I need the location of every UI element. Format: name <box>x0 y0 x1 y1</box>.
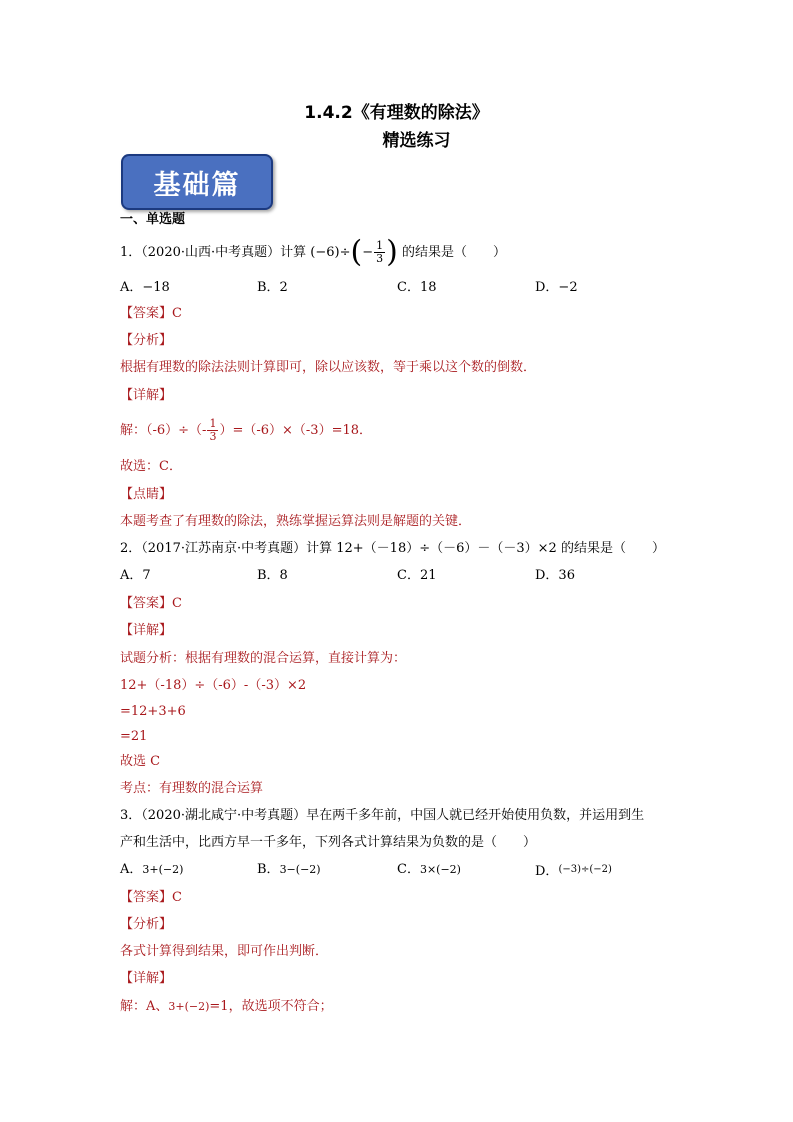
question-2-detail-line-5: 故选 C <box>120 754 161 769</box>
section-banner: 基础篇 <box>121 154 273 210</box>
question-2-option-a: A．7 <box>120 568 151 583</box>
left-paren: ( <box>350 234 363 270</box>
question-1-comment: 本题考查了有理数的除法，熟练掌握运算法则是解题的关键． <box>120 514 472 529</box>
question-3-detail-label: 【详解】 <box>120 971 173 986</box>
question-1-option-d: D．−2 <box>535 280 578 295</box>
question-1-answer: 【答案】C <box>120 306 182 321</box>
question-2-detail-line-1: 试题分析：根据有理数的混合运算，直接计算为： <box>120 651 407 666</box>
question-2-stem: 2．（2017·江苏南京·中考真题）计算 12+（－18）÷（－6）－（－3）×2 的结果是（ ） <box>120 541 665 556</box>
question-3-option-d: D．$^{(-3)\div(-2)}$ <box>535 864 612 879</box>
right-paren: ) <box>386 234 398 270</box>
question-1-option-b: B．2 <box>257 280 288 295</box>
question-1-chosen: 故选：C． <box>120 459 182 474</box>
question-3-stem-line-1: 3．（2020·湖北咸宁·中考真题）早在两千多年前，中国人就已经开始使用负数，并运用到生 <box>120 808 645 823</box>
question-2-detail-line-3: =12+3+6 <box>120 704 186 719</box>
question-3-detail: 解：A、3+(−2)=1，故选项不符合； <box>120 999 333 1014</box>
question-1-detail: 解：（-6）÷（- $\frac{1}{3}$ ）=（-6）×（-3）=18． <box>120 417 373 443</box>
question-3-option-c: C．3×(−2) <box>397 862 461 877</box>
question-2-option-d: D．36 <box>535 568 575 583</box>
question-1-option-c: C．18 <box>397 280 437 295</box>
question-3-option-b: B．3−(−2) <box>257 862 321 877</box>
question-2-answer: 【答案】C <box>120 596 182 611</box>
question-2-detail-line-6: 考点：有理数的混合运算 <box>120 781 264 796</box>
section-heading: 一、单选题 <box>120 212 186 227</box>
question-3-stem-line-2: 产和生活中，比西方早一千多年，下列各式计算结果为负数的是（ ） <box>120 835 537 850</box>
question-1-suffix: 的结果是（ ） <box>401 245 506 260</box>
question-1-expr: (−6)÷ <box>310 245 351 260</box>
question-3-analysis: 各式计算得到结果，即可作出判断． <box>120 944 329 959</box>
detail-fraction: $\frac{1}{3}$ <box>209 417 217 443</box>
question-2-detail-line-4: =21 <box>120 729 148 744</box>
question-3-answer: 【答案】C <box>120 890 182 905</box>
question-1-fraction: $\frac{1}{3}$ <box>376 239 384 265</box>
question-1-stem: 1．（2020·山西·中考真题）计算 (−6)÷(− $\frac{1}{3}$ ) 的结果是（ ） <box>120 234 506 270</box>
question-2-detail-label: 【详解】 <box>120 623 173 638</box>
question-1-option-a: A．−18 <box>120 280 170 295</box>
question-3-analysis-label: 【分析】 <box>120 917 173 932</box>
document-subtitle: 精选练习 <box>382 131 451 151</box>
question-2-detail-line-2: 12+（-18）÷（-6）-（-3）×2 <box>120 678 307 693</box>
question-1-prefix: 1．（2020·山西·中考真题）计算 <box>120 245 307 260</box>
question-2-option-c: C．21 <box>397 568 437 583</box>
question-3-option-a: A．3+(−2) <box>120 862 184 877</box>
document-title: 1.4.2《有理数的除法》 <box>304 103 489 123</box>
question-2-option-b: B．8 <box>257 568 288 583</box>
question-1-analysis: 根据有理数的除法法则计算即可，除以应该数，等于乘以这个数的倒数． <box>120 360 537 375</box>
question-1-detail-label: 【详解】 <box>120 388 173 403</box>
question-1-comment-label: 【点睛】 <box>120 487 173 502</box>
question-1-analysis-label: 【分析】 <box>120 333 173 348</box>
